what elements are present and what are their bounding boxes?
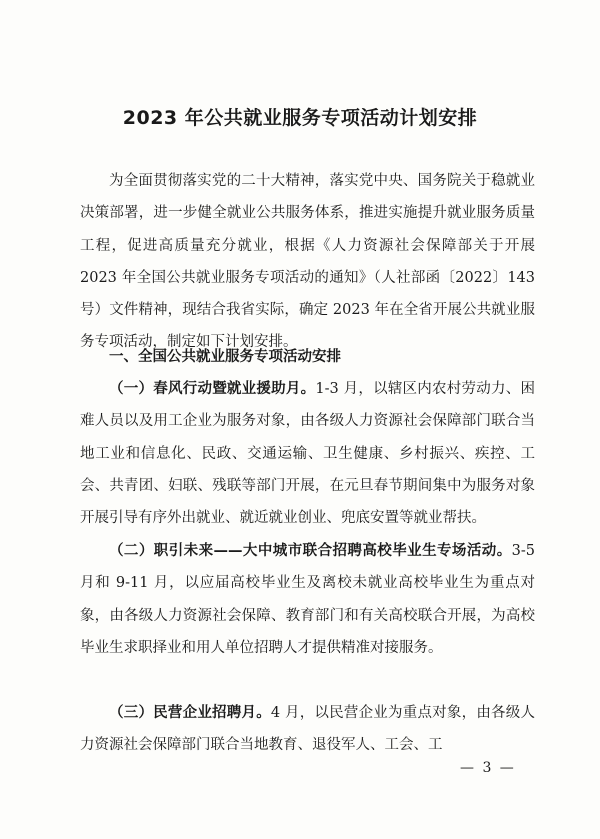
page-number: — 3 — [460,760,516,776]
item-1-label: （一）春风行动暨就业援助月。 [109,381,316,397]
item-3-paragraph [80,697,535,762]
item-2-text: 3-5 月和 9-11 月，以应届高校毕业生及离校未就业高校毕业生为重点对象，由各级人力资源社会保障、教育部门和有关高校联合开展，为高校毕业生求职择业和用人单位招聘人才提供精准对接服务。 [80,543,535,656]
item-3-label: （三）民营企业招聘月。 [109,705,271,721]
item-1-paragraph [80,373,535,534]
section-heading: 一、全国公共就业服务专项活动安排 [109,349,341,365]
item-2-label: （二）职引未来——大中城市联合招聘高校毕业生专场活动。 [109,543,512,559]
document-title: 2023 年公共就业服务专项活动计划安排 [122,107,478,129]
item-3-text: 4 月，以民营企业为重点对象，由各级人力资源社会保障部门联合当地教育、退役军人、工会、工 [80,705,535,754]
intro-paragraph: 为全面贯彻落实党的二十大精神，落实党中央、国务院关于稳就业决策部署，进一步健全就业公共服务体系，推进实施提升就业服务质量工程，促进高质量充分就业，根据《人力资源社会保障部关于开展 2023 年全国公共就业服务专项活动的通知》（人社部函〔2022〕143 号）文件精神，现结合我省实际，确定 2023 年在全省开展公共就业服务专项活动，制定如下计划安排。 [80,173,535,351]
item-2-paragraph [80,535,535,664]
item-1-text: 1-3 月，以辖区内农村劳动力、困难人员以及用工企业为服务对象，由各级人力资源社会保障部门联合当地工业和信息化、民政、交通运输、卫生健康、乡村振兴、疾控、工会、共青团、妇联、残联等部门开展，在元旦春节期间集中为服务对象开展引导有序外出就业、就近就业创业、兜底安置等就业帮扶。 [80,381,535,527]
